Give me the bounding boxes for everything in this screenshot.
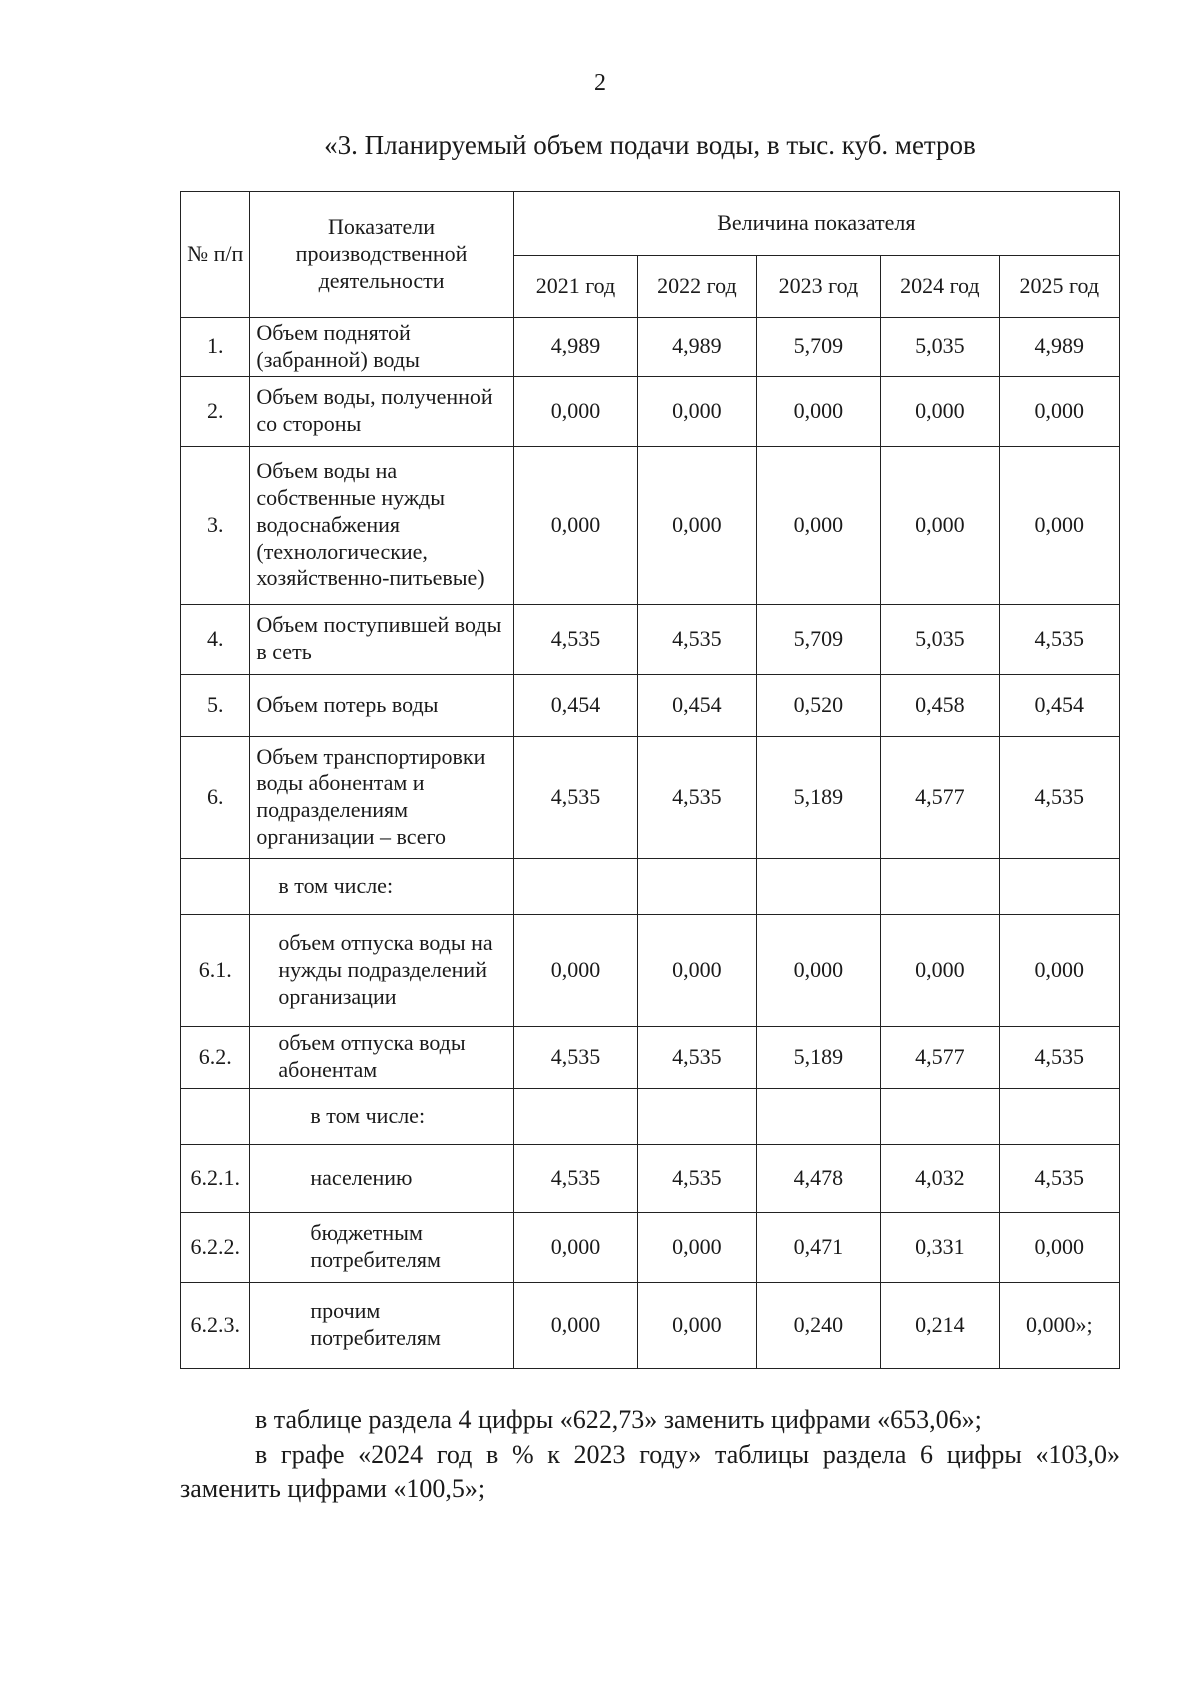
table-row [181,674,1120,736]
table-row [181,446,1120,604]
row-value: 0,000 [513,914,638,1026]
row-value: 0,000 [513,446,638,604]
table-row [181,858,1120,914]
row-num: 2. [181,376,250,446]
row-value [756,1088,881,1144]
row-value: 4,989 [638,318,756,377]
row-num [181,858,250,914]
row-value [756,858,881,914]
amendment-line-1: в таблице раздела 4 цифры «622,73» заменить цифрами «653,06»; [255,1405,982,1434]
row-value: 4,989 [999,318,1119,377]
row-num: 6.2.3. [181,1282,250,1368]
row-value: 0,000 [999,1212,1119,1282]
row-label: прочим потребителям [250,1282,513,1368]
row-value: 0,000 [756,446,881,604]
header-year: 2022 год [638,256,756,318]
row-num: 1. [181,318,250,377]
row-value: 0,000 [513,1212,638,1282]
row-value: 0,000 [881,446,999,604]
header-indicator: Показатели производственной деятельности [250,192,513,318]
table-row [181,1282,1120,1368]
row-label: в том числе: [250,1088,513,1144]
row-value: 4,535 [638,1144,756,1212]
row-value: 0,331 [881,1212,999,1282]
row-value [881,1088,999,1144]
row-value: 4,535 [638,604,756,674]
row-value [513,1088,638,1144]
table-row [181,376,1120,446]
row-value: 0,000 [999,376,1119,446]
row-value: 0,454 [638,674,756,736]
row-label: бюджетным потребителям [250,1212,513,1282]
row-value: 4,535 [638,1026,756,1088]
row-value: 0,214 [881,1282,999,1368]
header-year: 2021 год [513,256,638,318]
row-num: 6.2. [181,1026,250,1088]
row-value: 0,458 [881,674,999,736]
row-value: 0,000 [638,914,756,1026]
row-value: 4,535 [513,1026,638,1088]
row-value: 0,000 [881,914,999,1026]
table-row [181,914,1120,1026]
row-num: 6.2.1. [181,1144,250,1212]
row-value: 5,189 [756,736,881,858]
row-value: 4,032 [881,1144,999,1212]
table-row [181,1088,1120,1144]
row-label: объем отпуска воды абонентам [250,1026,513,1088]
row-value [513,858,638,914]
row-value: 4,535 [513,736,638,858]
table-row [181,1144,1120,1212]
row-value [638,858,756,914]
row-num: 5. [181,674,250,736]
header-year: 2024 год [881,256,999,318]
row-label: Объем транспортировки воды абонентам и подразделениям организации – всего [250,736,513,858]
row-num: 6.2.2. [181,1212,250,1282]
row-value: 4,535 [999,1026,1119,1088]
table-row [181,1026,1120,1088]
amendment-text [180,1403,1120,1507]
row-value: 4,535 [999,736,1119,858]
row-label: населению [250,1144,513,1212]
row-value: 0,000 [638,1212,756,1282]
row-value: 4,577 [881,1026,999,1088]
header-year: 2023 год [756,256,881,318]
row-value: 4,577 [881,736,999,858]
table-row [181,604,1120,674]
document-title: «3. Планируемый объем подачи воды, в тыс. куб. метров [324,130,976,160]
row-value: 5,709 [756,318,881,377]
row-value [999,1088,1119,1144]
row-value: 0,520 [756,674,881,736]
row-value: 4,989 [513,318,638,377]
row-num: 4. [181,604,250,674]
row-num [181,1088,250,1144]
row-value: 0,454 [513,674,638,736]
row-value: 0,000»; [999,1282,1119,1368]
row-label: Объем потерь воды [250,674,513,736]
row-value [638,1088,756,1144]
header-num: № п/п [181,192,250,318]
table-row [181,1212,1120,1282]
row-value [999,858,1119,914]
row-value: 0,000 [513,1282,638,1368]
row-value: 0,000 [513,376,638,446]
row-value: 5,035 [881,604,999,674]
water-supply-table [180,191,1120,1369]
amendment-line-2: в графе «2024 год в % к 2023 году» таблицы раздела 6 цифры «103,0» заменить цифрами «100,5»; [180,1439,1120,1504]
row-label: в том числе: [250,858,513,914]
table-row [181,736,1120,858]
row-value: 4,535 [513,1144,638,1212]
row-value: 4,535 [638,736,756,858]
row-value: 0,000 [999,446,1119,604]
row-value: 0,000 [756,914,881,1026]
row-value: 4,535 [999,1144,1119,1212]
row-label: Объем поступившей воды в сеть [250,604,513,674]
row-value: 0,000 [756,376,881,446]
row-value: 5,035 [881,318,999,377]
row-value: 0,000 [881,376,999,446]
row-value: 0,000 [999,914,1119,1026]
row-value: 0,240 [756,1282,881,1368]
table-row [181,318,1120,377]
row-label: Объем поднятой (забранной) воды [250,318,513,377]
row-label: Объем воды, полученной со стороны [250,376,513,446]
row-value: 0,000 [638,446,756,604]
row-value: 5,709 [756,604,881,674]
row-value: 4,478 [756,1144,881,1212]
header-year: 2025 год [999,256,1119,318]
row-num: 3. [181,446,250,604]
row-value: 5,189 [756,1026,881,1088]
row-value: 0,000 [638,1282,756,1368]
row-value: 4,535 [999,604,1119,674]
row-label: Объем воды на собственные нужды водоснабжения (технологические, хозяйственно-питьевые) [250,446,513,604]
row-value: 0,471 [756,1212,881,1282]
header-value-group: Величина показателя [513,192,1119,256]
row-value: 0,000 [638,376,756,446]
page-number: 2 [594,70,606,96]
row-num: 6. [181,736,250,858]
row-num: 6.1. [181,914,250,1026]
row-value: 4,535 [513,604,638,674]
row-value [881,858,999,914]
row-label: объем отпуска воды на нужды подразделений организации [250,914,513,1026]
row-value: 0,454 [999,674,1119,736]
